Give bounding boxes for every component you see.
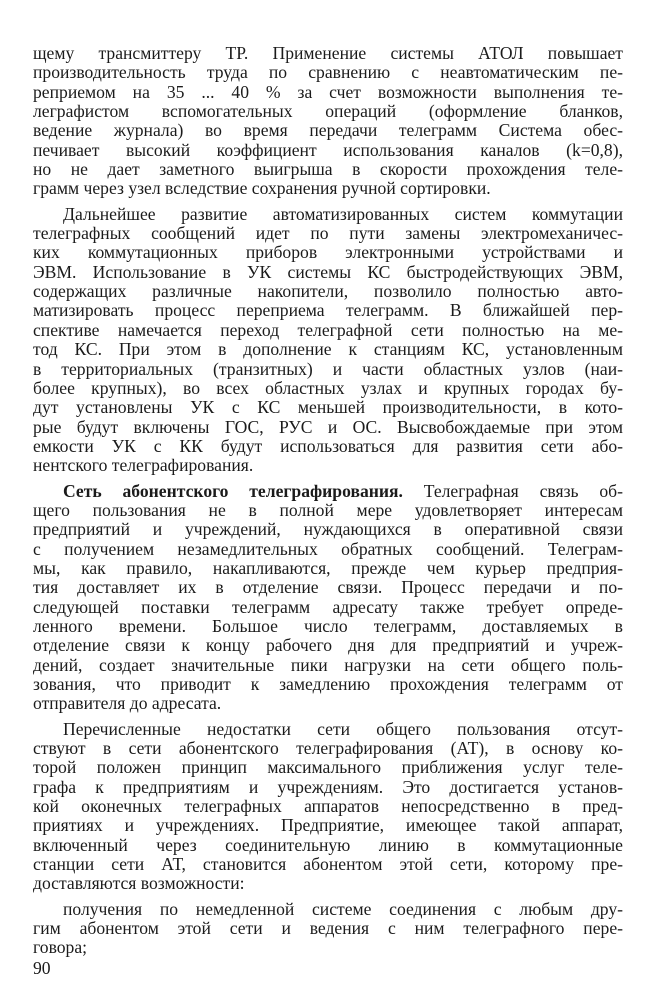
text-line: кой оконечных телеграфных аппаратов непосредственно в пред- xyxy=(33,796,623,817)
text-line: мы, как правило, накапливаются, прежде чем курьер предприя- xyxy=(33,557,623,578)
text-line: ких коммутационных приборов электронными устройствами и xyxy=(33,242,623,263)
text-line: следующей поставки телеграмм адресату также требует опреде- xyxy=(33,596,623,617)
text-line: рые будут включены ГОС, РУС и ОС. Высвобождаемые при этом xyxy=(33,416,623,437)
paragraph-4 xyxy=(33,720,623,894)
text-line: гим абонентом этой сети и ведения с ним телеграфного пере- xyxy=(33,918,623,939)
text-line: содержащих различные накопители, позволило полностью авто- xyxy=(33,281,623,302)
text-line: торой положен принцип максимального приближения услуг теле- xyxy=(33,757,623,778)
text-line: спективе намечается переход телеграфной сети полностью на ме- xyxy=(33,319,623,340)
text-line: реприемом на 35 ... 40 % за счет возможности выполнения те- xyxy=(33,81,623,102)
text-line: говора; xyxy=(33,937,88,958)
text-line: нентского телеграфирования. xyxy=(33,455,254,476)
text-line: получения по немедленной системе соединения с любым дру- xyxy=(63,898,623,919)
text-line: более крупных), во всех областных узлах и крупных городах бу- xyxy=(33,377,623,398)
text-line: леграфистом вспомогательных операций (оформление бланков, xyxy=(33,101,623,122)
text-line: ленного времени. Большое число телеграмм, доставляемых в xyxy=(33,615,623,636)
text-line: отправителя до адресата. xyxy=(33,693,222,714)
section-heading: Сеть абонентского телеграфирования. xyxy=(63,480,403,501)
text-line: ЭВМ. Использование в УК системы КС быстродействующих ЭВМ, xyxy=(33,261,623,282)
document-page xyxy=(33,44,623,984)
text-line: матизировать процесс переприема телеграмм. В ближайшей пер- xyxy=(33,300,623,321)
text-line: отделение связи к концу рабочего дня для предприятий и учреж- xyxy=(33,635,623,656)
text-line: щему трансмиттеру ТР. Применение системы АТОЛ повышает xyxy=(33,43,623,63)
text-line: Перечисленные недостатки сети общего пользования отсут- xyxy=(63,718,623,739)
text-line: дут установлены УК с КС меньшей производительности, в кото- xyxy=(33,397,623,418)
paragraph-3 xyxy=(33,482,623,714)
text-line: в территориальных (транзитных) и части областных узлов (наи- xyxy=(33,358,623,379)
text-line: ствуют в сети абонентского телеграфирования (АТ), в основу ко- xyxy=(33,738,623,759)
text-line: доставляются возможности: xyxy=(33,873,245,894)
text-line: ведение журнала) во время передачи телеграмм Система обес- xyxy=(33,120,623,141)
text-line: приятиях и учреждениях. Предприятие, имеющее такой аппарат, xyxy=(33,815,623,836)
paragraph-2 xyxy=(33,205,623,476)
text-line: с получением незамедлительных обратных сообщений. Телеграм- xyxy=(33,538,623,559)
text-line: печивает высокий коэффициент использования каналов (k=0,8), xyxy=(33,139,623,160)
text-line: тод КС. При этом в дополнение к станциям КС, установленным xyxy=(33,339,623,360)
text-line: графа к предприятиям и учреждениям. Это достигается установ- xyxy=(33,776,623,797)
text-line: производительность труда по сравнению с неавтоматическим пе- xyxy=(33,62,623,83)
text-line: щего пользования не в полной мере удовлетворяет интересам xyxy=(33,499,623,520)
text-line-with-heading xyxy=(33,482,623,501)
text-line: предприятий и учреждений, нуждающихся в оперативной связи xyxy=(33,519,623,540)
text-line: дений, создает значительные пики нагрузки на сети общего поль- xyxy=(33,654,623,675)
text-line: зования, что приводит к замедлению прохождения телеграмм от xyxy=(33,674,623,694)
text-line: но не дает заметного выигрыша в скорости прохождения теле- xyxy=(33,159,623,180)
text-line: включенный через соединительную линию в коммутационные xyxy=(33,834,623,855)
text-line: емкости УК с КК будут использоваться для развития сети або- xyxy=(33,435,623,456)
page-number: 90 xyxy=(33,958,51,978)
text-line: грамм через узел вследствие сохранения ручной сортировки. xyxy=(33,178,491,199)
text-line: Дальнейшее развитие автоматизированных систем коммутации xyxy=(63,203,623,224)
text-line: станции сети АТ, становится абонентом этой сети, которому пре- xyxy=(33,854,623,875)
paragraph-1 xyxy=(33,44,623,199)
heading-line-rest: Телеграфная связь об- xyxy=(423,480,623,501)
text-line: телеграфных сообщений идет по пути замены электромеханичес- xyxy=(33,223,623,244)
paragraph-5 xyxy=(33,900,623,958)
text-line: тия доставляет их в отделение связи. Процесс передачи и по- xyxy=(33,577,623,598)
